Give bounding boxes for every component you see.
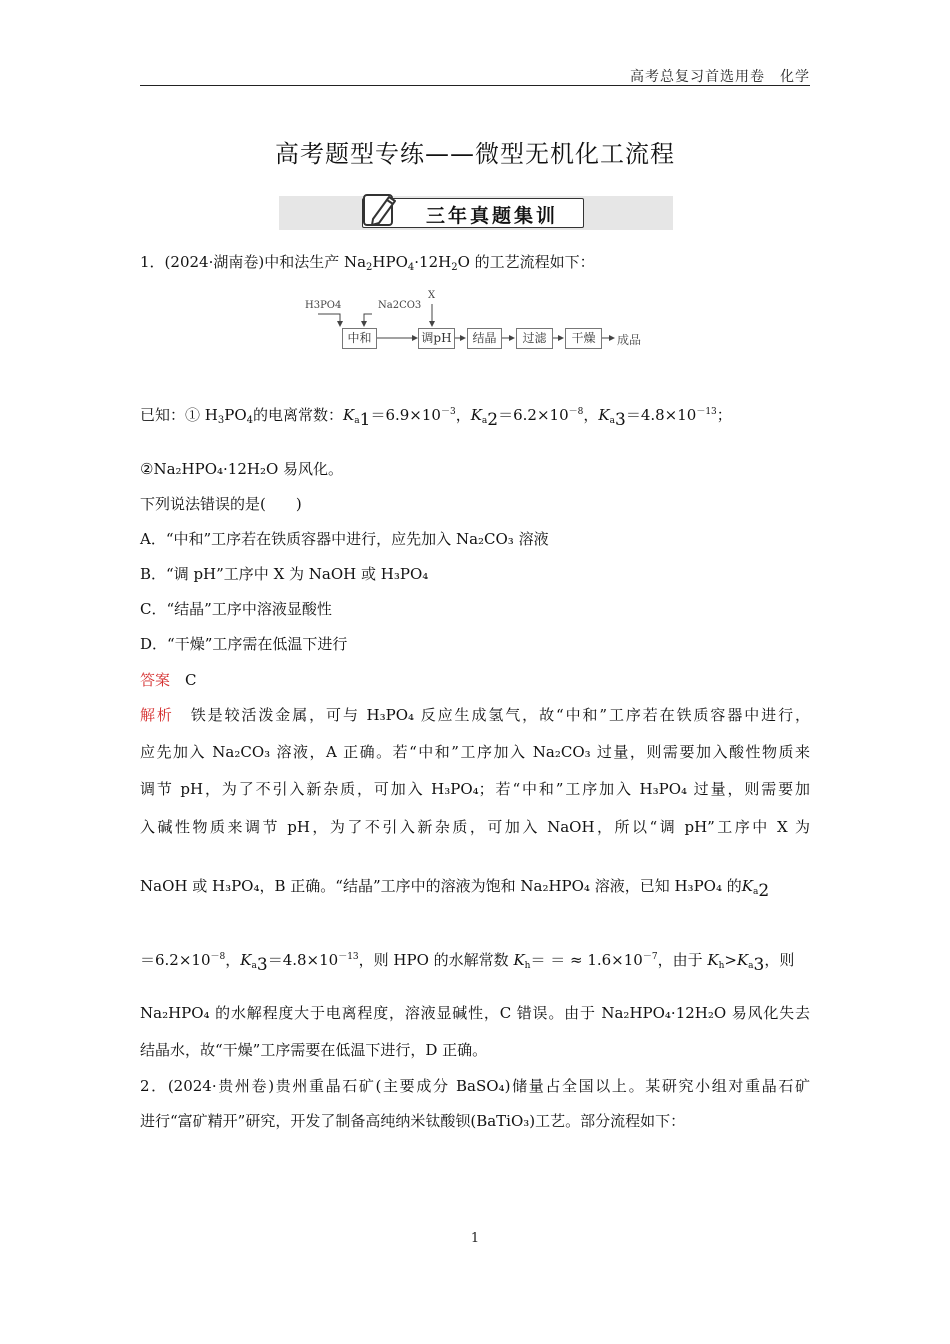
header-rule (140, 85, 810, 86)
q1-known-2: ②Na₂HPO₄·12H₂O 易风化。 (140, 460, 344, 478)
flow-step-neutralize: 中和 (342, 328, 377, 349)
page-title: 高考题型专练——微型无机化工流程 (275, 140, 675, 168)
q1-analysis-2: 应先加入 Na₂CO₃ 溶液，A 正确。若“中和”工序加入 Na₂CO₃ 过量，则需要加入酸性物质来 (140, 743, 810, 761)
q1-analysis-5: NaOH 或 H₃PO₄，B 正确。“结晶”工序中的溶液为饱和 Na₂HPO₄ 溶液，已知 H₃PO₄ 的$K_a2$ (140, 877, 770, 901)
q1-ask: 下列说法错误的是( ) (140, 495, 302, 513)
q1-option-a: A．“中和”工序若在铁质容器中进行，应先加入 Na₂CO₃ 溶液 (140, 530, 549, 548)
flow-step-adjust-ph: 调pH (418, 328, 455, 349)
q1-analysis-3: 调节 pH，为了不引入新杂质，可加入 H₃PO₄；若“中和”工序加入 H₃PO₄ 过量，则需要加 (140, 780, 810, 798)
q1-analysis-8: 结晶水，故“干燥”工序需要在低温下进行，D 正确。 (140, 1041, 488, 1059)
analysis-label: 解析 (140, 706, 174, 724)
flow-step-dry: 干燥 (565, 328, 602, 349)
q2-stem-1: 2．(2024·贵州卷)贵州重晶石矿(主要成分 BaSO₄)储量占全国以上。某研究小组对重晶石矿 (140, 1077, 810, 1095)
flow-input-x: X (428, 290, 436, 301)
banner-text: 三年真题集训 (425, 205, 558, 227)
flow-input-na2co3: Na2CO3 (378, 300, 422, 311)
flow-output: 成品 (617, 333, 642, 347)
q1-analysis-1: 解析 铁是较活泼金属，可与 H₃PO₄ 反应生成氢气，故“中和”工序若在铁质容器中进行， (140, 706, 810, 724)
q1-option-b: B．“调 pH”工序中 X 为 NaOH 或 H₃PO₄ (140, 565, 429, 583)
q1-analysis-6: $=6.2\times 10^{-8}$，$K_a3=4.8\times 10^{-13}$，则 HPO 的水解常数 $K_h=$ ＝ ≈ $1.6\times 10^{-7}$，由于 $K_h>K_a3$，则 (140, 951, 795, 975)
q2-stem-2: 进行“富矿精开”研究，开发了制备高纯纳米钛酸钡(BaTiO₃)工艺。部分流程如下： (140, 1112, 686, 1130)
q1-answer: 答案 C (140, 671, 197, 689)
page-number: 1 (470, 1231, 480, 1246)
q1-option-c: C．“结晶”工序中溶液显酸性 (140, 600, 332, 618)
flow-input-h3po4: H3PO4 (305, 300, 342, 311)
q1-known-1: 已知：① $H_3PO_4$的电离常数：$K_a1=6.9\times 10^{-3}$，$K_a2=6.2\times 10^{-8}$，$K_a3=4.8\times 10^{-13}$； (140, 406, 732, 430)
section-banner (279, 196, 673, 230)
flow-step-crystallize: 结晶 (467, 328, 502, 349)
q1-option-d: D．“干燥”工序需在低温下进行 (140, 635, 348, 653)
running-header: 高考总复习首选用卷 化学 (630, 69, 810, 85)
flow-step-filter: 过滤 (516, 328, 553, 349)
q1-analysis-4: 入碱性物质来调节 pH，为了不引入新杂质，可加入 NaOH，所以“调 pH”工序中 X 为 (140, 818, 810, 836)
process-flow-diagram (300, 288, 660, 358)
q1-analysis-7: Na₂HPO₄ 的水解程度大于电离程度，溶液显碱性，C 错误。由于 Na₂HPO₄·12H₂O 易风化失去 (140, 1004, 810, 1022)
pencil-icon (363, 189, 401, 231)
answer-label: 答案 (140, 671, 171, 689)
q1-stem: 1．(2024·湖南卷)中和法生产 $Na_2HPO_4\cdot 12H_2O$ 的工艺流程如下： (140, 253, 595, 273)
